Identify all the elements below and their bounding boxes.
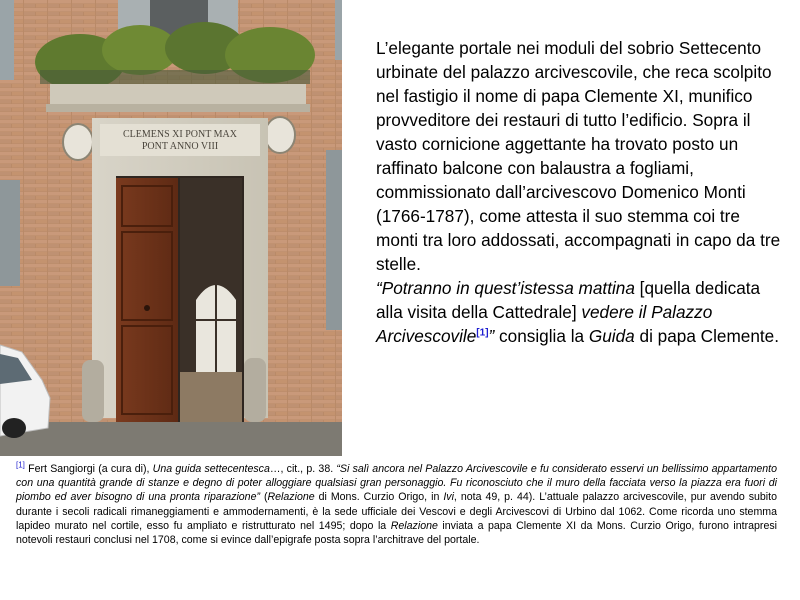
footnote-part8: Ivi [443,491,454,504]
main-description [376,36,786,348]
footnote-part7: di Mons. Curzio Origo, in [314,491,444,504]
quote-italic-2: vedere il Palazzo Arcivescovile [376,302,713,346]
footnote-part9: , nota 49, p. 44). L’attuale palazzo arcivescovile, pur avendo subito durante i secoli radicali rimaneggiamenti e ammodernamenti, è la sede ufficiale dei Vescovi e degli Arcivescovi di Urbino dal 1062. Come ricorda uno stemma lapideo murato nel cortile, esso fu ampliato e ristrutturato nel 1495; dopo la [16,491,777,532]
quote-normal-3: di papa Clemente. [634,326,780,346]
quote-italic-4: Guida [588,326,635,346]
footnote-part3: …, cit., p. 38. [269,463,337,475]
quote-italic-1: “Potranno in quest’istessa mattina [376,278,635,298]
inscription-line-1: CLEMENS XI PONT MAX [123,129,237,140]
quote-normal-2: consiglia la [494,326,589,346]
portal-photo [0,0,342,456]
footnote-part4: “Si salì ancora nel Palazzo Arcivescovile e fu considerato esservi un bellissimo appartamento con una quantità grande di stanze e degno di poter alloggiare qualsiasi gran personaggio. Fu riconosciuto che il muro della facciata verso la piazza era fuori di piombo ed aver bisogno di una pronta riparazione” [16,463,778,504]
quote-italic-3: ” [488,326,495,346]
footnote-part10: Relazione [390,519,438,532]
footnote-reference-link[interactable]: [1] [476,327,489,339]
footnote-part11: inviata a papa Clemente XI da Mons. Curzio Origo, furono intrapresi notevoli restauri conclusi nel 1708, come si evince dall’epigrafe posta sopra l’architrave del portale. [16,519,777,547]
guide-quote-paragraph [376,276,786,348]
quote-normal-1: [quella dedicata alla visita della Cattedrale] [376,278,761,322]
description-paragraph: L’elegante portale nei moduli del sobrio Settecento urbinate del palazzo arcivescovile, che reca scolpito nel fastigio il nome di papa Clemente XI, munifico provveditore dei restauri di tutto l’edificio. Sopra il vasto cornicione aggettante ha trovato posto un raffinato balcone con balaustra a fogliami, commissionato dall’arcivescovo Domenico Monti (1766-1787), come attesta il suo stemma coi tre monti tra loro addossati, accompagnati in capo da tre stelle. [376,38,781,274]
footnote-part2: Una guida settecentesca [152,463,270,475]
footnote-part5: ( [260,491,268,504]
footnote-part1: Fert Sangiorgi (a cura di), [24,463,153,475]
inscription-line-2: PONT ANNO VIII [141,141,219,152]
footnote-marker[interactable]: [1] [16,460,25,470]
footnote-part6: Relazione [267,491,315,504]
footnote [16,462,777,547]
